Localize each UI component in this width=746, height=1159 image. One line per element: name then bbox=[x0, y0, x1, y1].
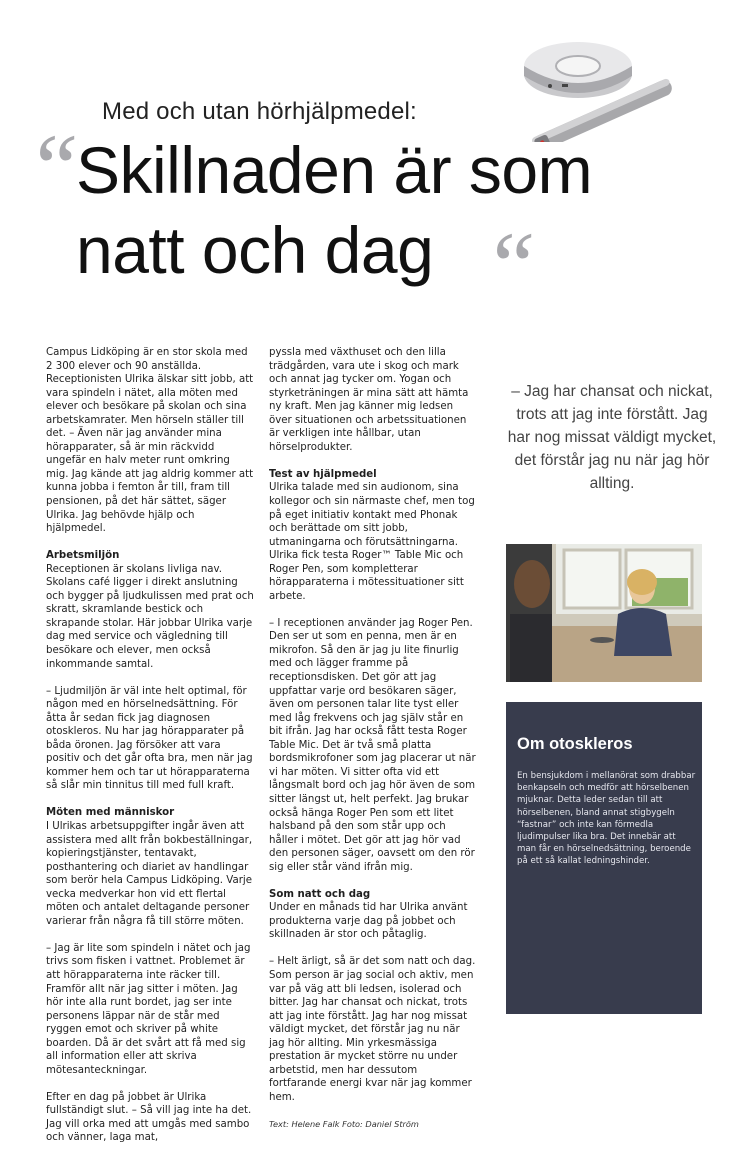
paragraph: – I receptionen använder jag Roger Pen. Den ser ut som en penna, men är en mikrofon. Så den är jag ju lite finurlig med och lägger framme på receptionsdisken. Det gör att jag uppfattar varje ord besökaren säger, även om personen talar lite tyst eller med låg frekvens och jag själv står en bit ifrån. Jag har också fått testa Roger Table Mic. Det är två små platta bordsmikrofoner som jag placerar ut när vi har möten. Vi sitter ofta vid ett långsmalt bord och jag hör även de som sitter längst ut, helt perfekt. Jag brukar också hänga Roger Pen som ett litet halsband på den som står upp och håller i mötet. Det gör att jag hör vad den personen säger, oavsett om den rör sig eller står vänd ifrån mig. bbox=[269, 617, 476, 873]
article-column-1 bbox=[46, 346, 254, 1159]
subheading: Arbetsmiljön bbox=[46, 550, 120, 562]
paragraph: Ulrika talade med sin audionom, sina kollegor och sin närmaste chef, men tog på eget initiativ kontakt med Phonak och berättade om sitt jobb, utmaningarna och förutsättningarna. Ulrika fick testa Roger™ Table Mic och Roger Pen, som kompletterar hörapparaterna i mötessituationer sitt arbete. bbox=[269, 482, 475, 602]
kicker: Med och utan hörhjälpmedel: bbox=[102, 98, 417, 125]
open-quote-mark: “ bbox=[26, 114, 80, 221]
headline bbox=[76, 130, 696, 290]
subheading: Som natt och dag bbox=[269, 888, 371, 900]
subheading: Möten med människor bbox=[46, 807, 175, 819]
photo-credit: Text: Helene Falk Foto: Daniel Ström bbox=[269, 1118, 419, 1129]
close-quote-mark: “ bbox=[483, 212, 537, 319]
paragraph: I Ulrikas arbetsuppgifter ingår även att assistera med allt från bokbeställningar, kopieringstjänster, tentavakt, posthantering och diariet av handlingar som berör hela Campus Lidköping. Varje vecka medverkar hon vid ett flertal möten och antalet deltagande personer varierar från några få till större möten. bbox=[46, 821, 253, 927]
sidebar-text: En bensjukdom i mellanörat som drabbar benkapseln och medför att hörselbenen mjuknar. Detta leder sedan till att hörselbenen, bland annat stigbygeln “fastnar” och inte kan förmedla ljudimpulser lika bra. Det innebär att man får en hörselnedsättning, beroende på ett så kallat ledningshinder. bbox=[517, 771, 696, 867]
headline-line-2: natt och dag bbox=[76, 213, 434, 287]
sidebar-box bbox=[506, 702, 702, 1014]
paragraph: – Helt ärligt, så är det som natt och dag. Som person är jag social och aktiv, men var på väg att bli ledsen, isolerad och bitter. Jag har chansat och nickat, trots att jag inte förstått. Jag har nog missat väldigt mycket, det förstår jag nu när jag hör allting. Min yrkesmässiga prestation är mycket större nu under arbetstid, men har dessutom fortfarande energi kvar när jag kommer hem. bbox=[269, 956, 476, 1103]
paragraph: Receptionen är skolans livliga nav. Skolans café ligger i direkt anslutning och bygger på ljudkulissen med prat och skratt, skramlande bestick och skrapande stolar. Här jobbar Ulrika varje dag med service och vägledning till besökare och elever, men också inkommande samtal. bbox=[46, 563, 254, 670]
paragraph: – Jag är lite som spindeln i nätet och jag trivs som fisken i vattnet. Problemet är att hörapparaterna inte räcker till. Framför allt när jag sitter i möten. Jag hör inte alla runt bordet, jag ser inte personens läppar när de står med ryggen emot och skriver på white boarden. Då är det svårt att få med sig all information eller att skriva mötesanteckningar. bbox=[46, 942, 251, 1076]
paragraph: – Ljudmiljön är väl inte helt optimal, för någon med en hörselnedsättning. För åtta år sedan fick jag diagnosen otoskleros. Nu har jag hörapparater på båda öronen. Jag försöker att vara positiv och det går ofta bra, men när jag kommer hem och tar ut hörapparaterna så slår min tinnitus till med full kraft. bbox=[46, 685, 253, 792]
paragraph: Efter en dag på jobbet är Ulrika fullständigt slut. – Så vill jag inte ha det. Jag vill orka med att umgås med sambo och vänner, laga mat, bbox=[46, 1091, 252, 1144]
paragraph: pyssla med växthuset och den lilla trädgården, vara ute i skog och mark och annat jag tycker om. Yogan och styrketräningen är mina sätt att hämta ny kraft. Men jag känner mig ledsen över situationen och arbetssituationen är verkligen inte hållbar, utan hörselprodukter. bbox=[269, 347, 469, 453]
headline-line-1: Skillnaden är som bbox=[76, 133, 593, 207]
roger-devices-image bbox=[520, 30, 690, 142]
article-column-2 bbox=[269, 346, 477, 1145]
subheading: Test av hjälpmedel bbox=[269, 468, 377, 480]
paragraph: Under en månads tid har Ulrika använt produkterna varje dag på jobbet och skillnaden är stor och påtaglig. bbox=[269, 902, 468, 941]
meeting-photo bbox=[506, 544, 702, 682]
pull-quote: – Jag har chansat och nickat, trots att jag inte förstått. Jag har nog missat väldigt mycket, det förstår jag nu när jag hör allting. bbox=[507, 383, 717, 492]
sidebar-title: Om otoskleros bbox=[517, 735, 633, 753]
paragraph: Campus Lidköping är en stor skola med 2 300 elever och 90 anställda. Receptionisten Ulrika älskar sitt jobb, att vara spindeln i nätet, alla möten med elever och besökare på skolan och sina arbetskamrater. Men hörseln ställer till det. – Även när jag använder mina hörapparater, så är min räckvidd ungefär en halv meter runt omkring mig. Jag kände att jag aldrig kommer att kunna jobba i femton år till, fram till pensionen, på det här sättet, säger Ulrika. Jag behövde hjälp och hjälpmedel. bbox=[46, 347, 254, 535]
